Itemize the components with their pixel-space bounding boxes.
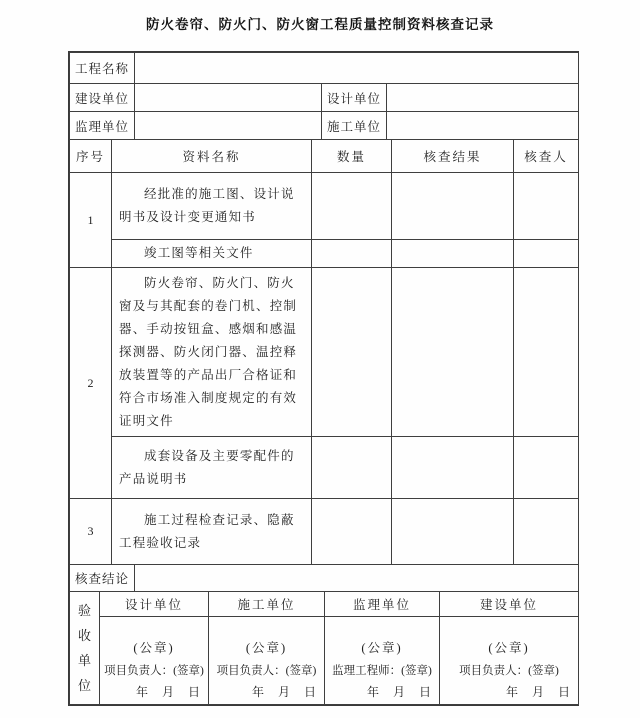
header-check-result: 核查结果 xyxy=(392,140,514,173)
design-signer-line: 项目负责人：(签章) xyxy=(104,665,204,677)
supervisor-value xyxy=(135,112,322,140)
builder-date-line: 年 月 日 xyxy=(505,685,570,699)
document-title: 防火卷帘、防火门、防火窗工程质量控制资料核查记录 xyxy=(146,17,494,32)
acceptance-supervision-unit-header: 监理单位 xyxy=(325,592,440,617)
acceptance-construction-signature-cell xyxy=(209,617,325,705)
item-2-doc-1-result-cell xyxy=(392,268,514,437)
item-3-doc-1: 施工过程检查记录、隐蔽工程验收记录 xyxy=(112,499,312,565)
item-3-doc-1-quantity-cell xyxy=(312,499,392,565)
item-2-doc-2-quantity-cell xyxy=(312,437,392,499)
header-serial-no: 序号 xyxy=(70,140,112,173)
item-1-doc-2-result-cell xyxy=(392,240,514,268)
item-1-doc-1-checker-cell xyxy=(514,173,579,240)
builder-value xyxy=(135,84,322,112)
item-2-doc-2-checker-cell xyxy=(514,437,579,499)
builder-seal-placeholder: (公章) xyxy=(488,641,530,655)
contractor-value xyxy=(387,112,579,140)
acceptance-design-signature-cell xyxy=(100,617,209,705)
construction-seal-placeholder: (公章) xyxy=(245,641,288,655)
item-1-doc-2: 竣工图等相关文件 xyxy=(112,240,312,268)
item-1-no: 1 xyxy=(70,173,112,268)
item-2-no: 2 xyxy=(70,268,112,499)
construction-date-line: 年 月 日 xyxy=(251,685,316,699)
builder-signer-line: 项目负责人：(签章) xyxy=(459,665,559,677)
acceptance-builder-signature-cell xyxy=(440,617,579,705)
design-date-line: 年 月 日 xyxy=(135,685,200,699)
item-2-doc-1-checker-cell xyxy=(514,268,579,437)
item-2-doc-1: 防火卷帘、防火门、防火窗及与其配套的卷门机、控制器、手动按钮盒、感烟和感温探测器、防火闭门器、温控释放装置等的产品出厂合格证和符合市场准入制度规定的有效证明文件 xyxy=(112,268,312,437)
header-checker: 核查人 xyxy=(514,140,579,173)
form-table xyxy=(68,51,579,706)
item-2-doc-1-quantity-cell xyxy=(312,268,392,437)
item-2-doc-2: 成套设备及主要零配件的产品说明书 xyxy=(112,437,312,499)
supervisor-label: 监理单位 xyxy=(70,112,135,140)
contractor-label: 施工单位 xyxy=(322,112,387,140)
item-3-doc-1-checker-cell xyxy=(514,499,579,565)
designer-label: 设计单位 xyxy=(322,84,387,112)
construction-signer-line: 项目负责人：(签章) xyxy=(216,665,317,677)
item-1-doc-2-quantity-cell xyxy=(312,240,392,268)
item-3-no: 3 xyxy=(70,499,112,565)
item-1-doc-1: 经批准的施工图、设计说明书及设计变更通知书 xyxy=(112,173,312,240)
acceptance-design-unit-header: 设计单位 xyxy=(100,592,209,617)
item-3-doc-1-result-cell xyxy=(392,499,514,565)
acceptance-builder-unit-header: 建设单位 xyxy=(440,592,579,617)
item-2-doc-2-result-cell xyxy=(392,437,514,499)
acceptance-construction-unit-header: 施工单位 xyxy=(209,592,325,617)
acceptance-table xyxy=(69,591,579,705)
info-table xyxy=(69,52,579,140)
supervision-signer-line: 监理工程师：(签章) xyxy=(332,665,432,677)
conclusion-value xyxy=(135,565,579,592)
supervision-date-line: 年 月 日 xyxy=(366,685,431,699)
checklist-table xyxy=(69,139,579,565)
header-doc-name: 资料名称 xyxy=(112,140,312,173)
conclusion-label: 核查结论 xyxy=(70,565,135,592)
design-seal-placeholder: (公章) xyxy=(133,641,175,655)
supervision-seal-placeholder: (公章) xyxy=(361,641,403,655)
acceptance-supervision-signature-cell xyxy=(325,617,440,705)
item-1-doc-1-quantity-cell xyxy=(312,173,392,240)
conclusion-table xyxy=(69,564,579,592)
acceptance-side-label: 验收单位 xyxy=(70,592,100,705)
item-1-doc-1-result-cell xyxy=(392,173,514,240)
project-name-value xyxy=(135,53,579,84)
builder-label: 建设单位 xyxy=(70,84,135,112)
project-name-label: 工程名称 xyxy=(70,53,135,84)
header-quantity: 数量 xyxy=(312,140,392,173)
designer-value xyxy=(387,84,579,112)
item-1-doc-2-checker-cell xyxy=(514,240,579,268)
